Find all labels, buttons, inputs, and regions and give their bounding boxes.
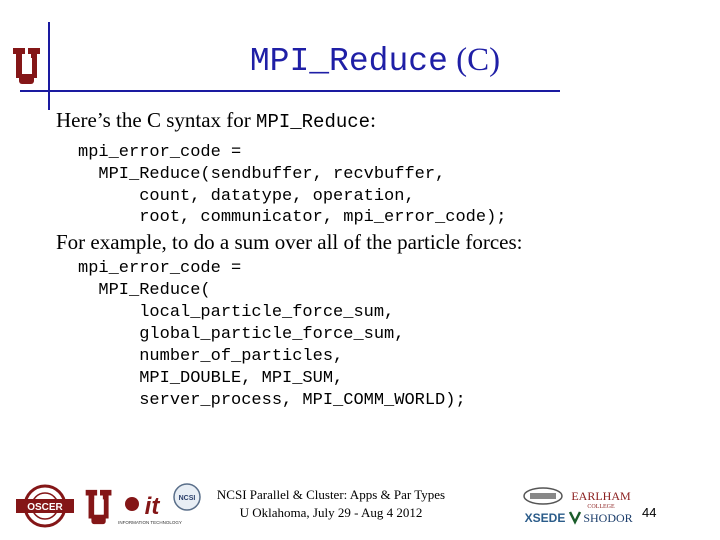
code-line: number_of_particles, <box>78 347 344 366</box>
title-suffix: (C) <box>456 42 501 78</box>
example-intro: For example, to do a sum over all of the particle forces: <box>56 230 523 254</box>
xsede-logo-icon <box>520 508 570 526</box>
earlham-logo-subtext: COLLEGE <box>587 504 615 510</box>
it-logo-subtext: INFORMATION TECHNOLOGY <box>118 520 182 525</box>
oscer-logo-icon <box>14 484 76 528</box>
slide-title <box>50 38 700 84</box>
intro-text: Here’s the C syntax for <box>56 108 257 132</box>
intro-line <box>56 108 376 133</box>
code-line: root, communicator, mpi_error_code); <box>78 208 507 227</box>
code-line: server_process, MPI_COMM_WORLD); <box>78 391 466 410</box>
intro-code: MPI_Reduce <box>256 111 371 133</box>
shodor-logo-text: SHODOR <box>583 511 633 525</box>
title-code: MPI_Reduce <box>249 43 448 80</box>
earlham-logo-icon <box>568 488 634 510</box>
code-line: global_particle_force_sum, <box>78 325 405 344</box>
it-logo-icon <box>118 486 182 528</box>
code-line: MPI_DOUBLE, MPI_SUM, <box>78 369 344 388</box>
code-line: MPI_Reduce(sendbuffer, recvbuffer, <box>78 165 446 184</box>
code-line: count, datatype, operation, <box>78 187 415 206</box>
ou-footer-logo-icon <box>82 486 118 528</box>
university-seal-logo-icon <box>522 486 564 506</box>
code-line: mpi_error_code = <box>78 143 242 162</box>
shodor-logo-icon <box>568 508 638 526</box>
xsede-logo-text: XSEDE <box>524 511 566 525</box>
earlham-logo-text: EARLHAM <box>571 489 631 503</box>
code-line: mpi_error_code = <box>78 259 242 278</box>
ou-logo-icon <box>10 44 46 88</box>
footer-caption <box>196 486 466 522</box>
title-horizontal-rule <box>20 90 560 92</box>
code-line: local_particle_force_sum, <box>78 303 395 322</box>
code-line: MPI_Reduce( <box>78 281 211 300</box>
ncsi-logo-text: NCSI <box>178 495 196 502</box>
intro-suffix: : <box>370 108 376 132</box>
page-number: 44 <box>642 505 657 520</box>
oscer-logo-text: OSCER <box>27 502 63 513</box>
footer-line-1: NCSI Parallel & Cluster: Apps & Par Types <box>216 487 446 502</box>
it-logo-text: it <box>144 493 160 520</box>
footer-line-2: U Oklahoma, July 29 - Aug 4 2012 <box>239 505 423 520</box>
